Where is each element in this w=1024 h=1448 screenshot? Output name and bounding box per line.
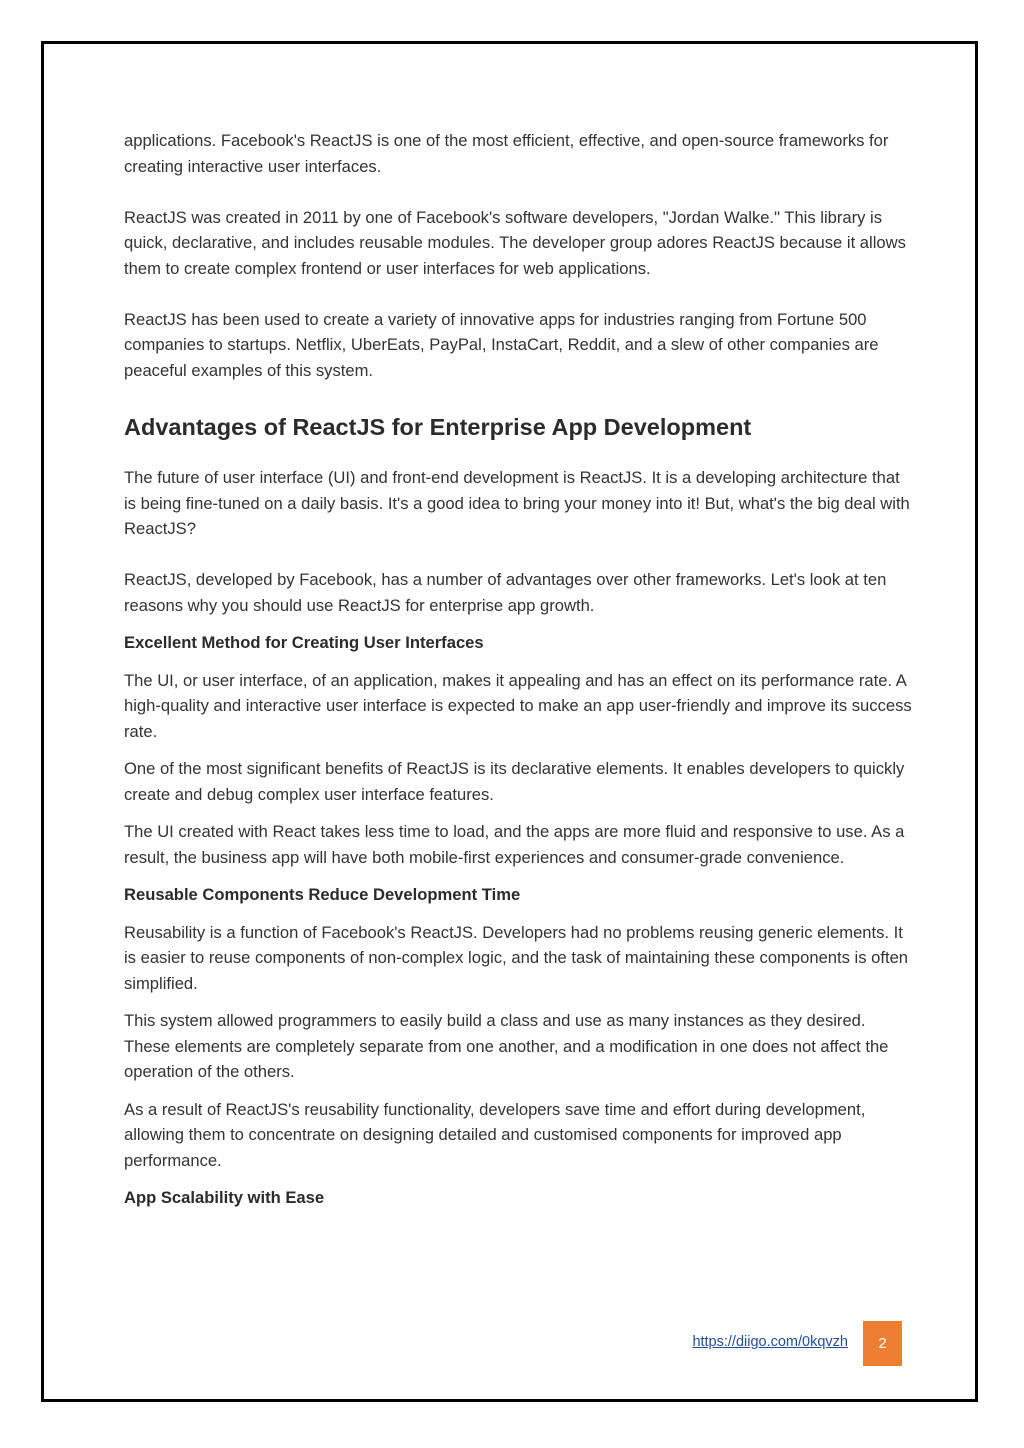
ui-paragraph-3: The UI created with React takes less time to load, and the apps are more fluid and responsive to use. As a result, the business app will have both mobile-first experiences and consumer-grade convenience. [124,822,905,867]
page-number-badge: 2 [863,1321,902,1366]
subheading-scalability: App Scalability with Ease [124,1188,325,1207]
section-intro-2: ReactJS, developed by Facebook, has a number of advantages over other frameworks. Let's look at ten reasons why you should use ReactJS for enterprise app growth. [124,570,887,615]
subheading-reusable: Reusable Components Reduce Development Time [124,885,521,904]
paragraph-intro: applications. Facebook's ReactJS is one of the most efficient, effective, and open-source frameworks for creating interactive user interfaces. [124,131,889,176]
footer-link[interactable]: https://diigo.com/0kqvzh [692,1334,848,1350]
document-page [41,41,978,1402]
subheading-ui: Excellent Method for Creating User Interfaces [124,633,484,652]
section-intro-1: The future of user interface (UI) and front-end development is ReactJS. It is a developing architecture that is being fine-tuned on a daily basis. It's a good idea to bring your money into it! But, what's the big deal with ReactJS? [124,468,910,538]
ui-paragraph-1: The UI, or user interface, of an application, makes it appealing and has an effect on its performance rate. A high-quality and interactive user interface is expected to make an app user-friendly and improve its success rate. [124,670,912,741]
ui-paragraph-2: One of the most significant benefits of ReactJS is its declarative elements. It enables developers to quickly create and debug complex user interface features. [124,759,905,804]
paragraph-usage: ReactJS has been used to create a variety of innovative apps for industries ranging from Fortune 500 companies to startups. Netflix, UberEats, PayPal, InstaCart, Reddit, and a slew of other companies are peaceful examples of this system. [124,309,879,380]
page-content [124,128,914,1211]
reusable-paragraph-3: As a result of ReactJS's reusability functionality, developers save time and effort during development, allowing them to concentrate on designing detailed and customised components for improved app performance. [124,1099,866,1170]
paragraph-history: ReactJS was created in 2011 by one of Facebook's software developers, "Jordan Walke." This library is quick, declarative, and includes reusable modules. The developer group adores ReactJS because it allows them to create complex frontend or user interfaces for web applications. [124,207,906,278]
reusable-paragraph-1: Reusability is a function of Facebook's ReactJS. Developers had no problems reusing generic elements. It is easier to reuse components of non-complex logic, and the task of maintaining these components is often simplified. [124,922,909,993]
reusable-paragraph-2: This system allowed programmers to easily build a class and use as many instances as they desired. These elements are completely separate from one another, and a modification in one does not affect the operation of the others. [124,1011,889,1081]
section-heading: Advantages of ReactJS for Enterprise App Development [124,414,752,440]
